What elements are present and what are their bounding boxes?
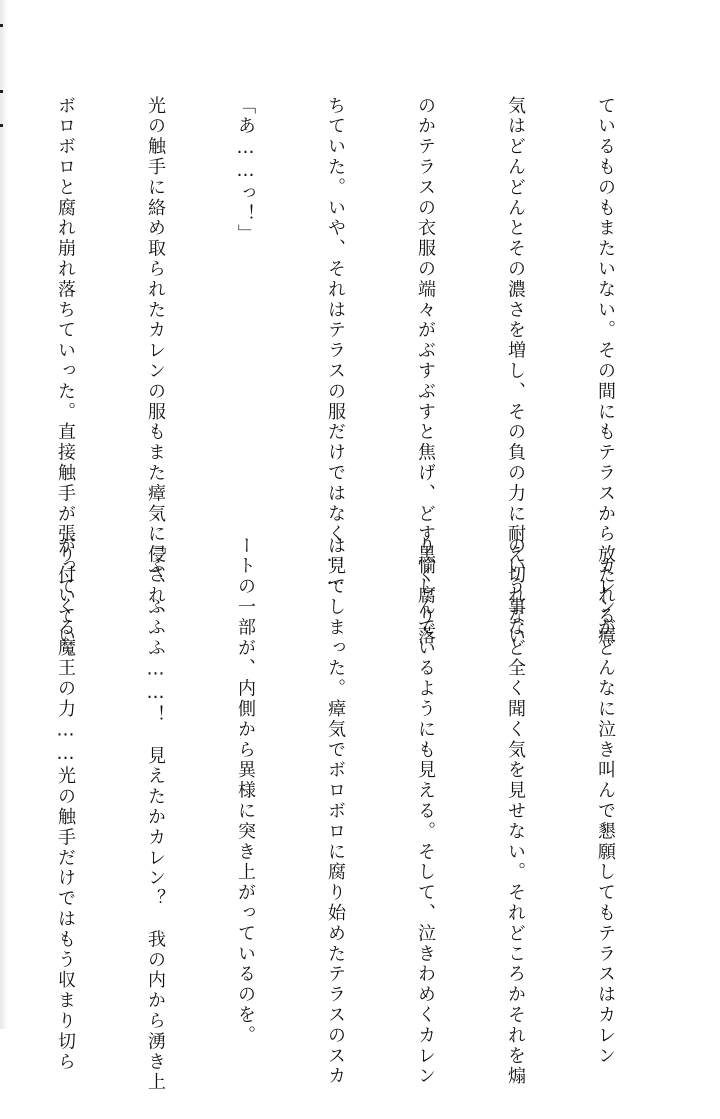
text-line: がってくる魔王の力……光の触手だけではもう収まり切ら [55,536,76,1073]
text-line: 「ふ、ふふふ……！ 見えたかカレン？ 我の内から湧き上 [145,536,166,1093]
text-line: ているものもまたいない。その間にもテラスから放たれる瘴 [595,96,616,647]
text-line: 「あ……っ！」 [235,96,256,245]
scan-edge-mark [0,90,3,93]
text-line: り愉しんでいるようにも見える。そして、泣きわめくカレン [415,536,436,1087]
text-line: 光の触手に絡め取られたカレンの服もまた瘴気に侵され、 [145,96,166,627]
text-line: ちていた。いや、それはテラスの服だけではなく…… [325,96,346,592]
text-line: カレンがどんなに泣き叫んで懇願してもテラスはカレン [595,536,616,1067]
text-line: のいう事など全く聞く気を見せない。それどころかそれを煽 [505,536,526,1087]
scan-edge-mark [0,24,3,27]
text-line: ートの一部が、内側から異様に突き上がっているのを。 [235,536,256,1046]
text-line: は見てしまった。瘴気でボロボロに腐り始めたテラスのスカ [325,536,346,1087]
text-line: 気はどんどんとその濃さを増し、その負の力に耐え切れない [505,96,526,647]
text-line: ボロボロと腐れ崩れ落ちていった。直接触手が張り付いてい [55,96,76,647]
text-block-upper [0,96,680,647]
text-block-lower [0,536,680,1093]
text-line: のかテラスの衣服の端々がぶすぶすと焦げ、どす黒く腐り落 [415,96,436,647]
